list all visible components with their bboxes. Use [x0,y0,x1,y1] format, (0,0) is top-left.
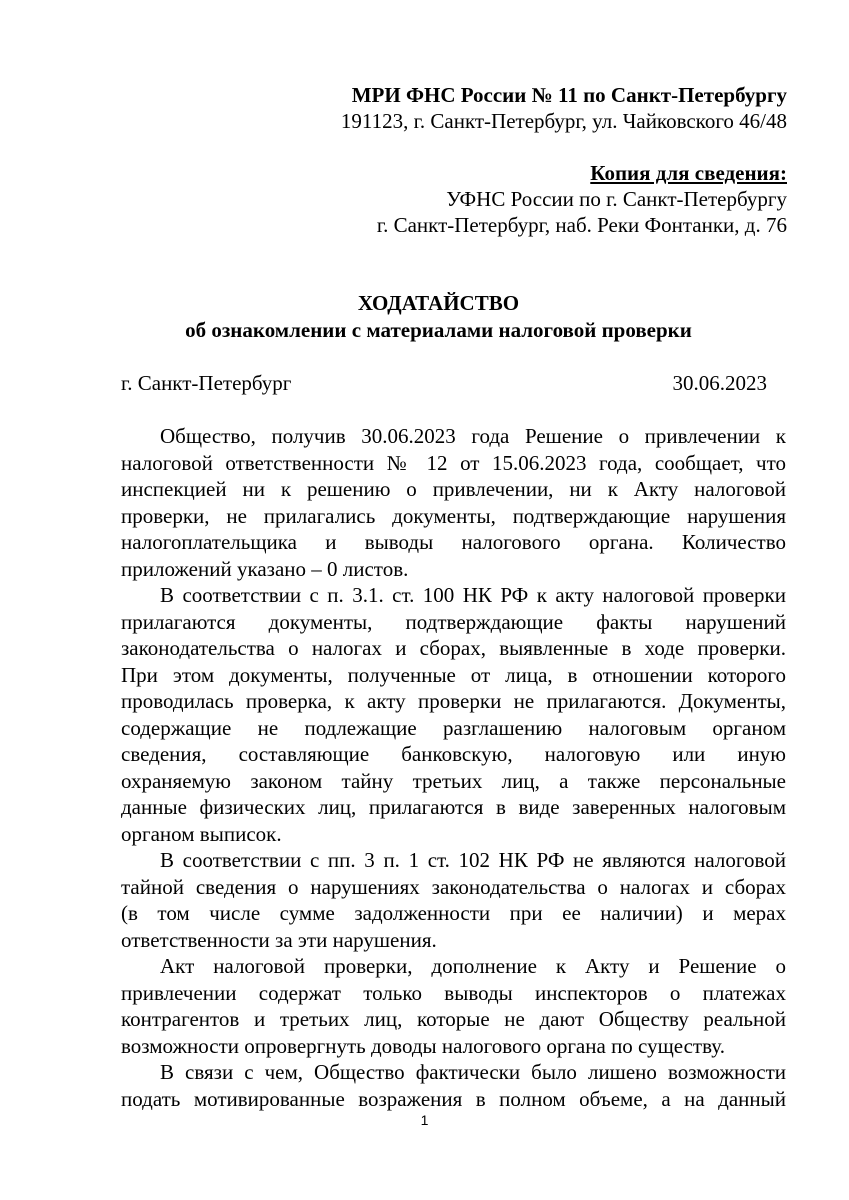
copy-recipient-name: УФНС России по г. Санкт-Петербургу [446,187,787,211]
copy-recipient-address: г. Санкт-Петербург, наб. Реки Фонтанки, д. 76 [376,213,787,237]
paragraph-5-line-1: В связи с чем, Общество фактически было лишено возможности [160,1060,786,1084]
document-date: 30.06.2023 [672,371,767,395]
paragraph-2-line-2: прилагаются документы, подтверждающие факты нарушений [121,609,786,634]
paragraph-4-line-3: контрагентов и третьих лиц, которые не дают Обществу реальной [121,1007,786,1031]
paragraph-4-line-4: возможности опровергнуть доводы налогового органа по существу. [121,1033,725,1058]
document-subtitle: об ознакомлении с материалами налоговой проверки [185,318,692,342]
paragraph-2-line-7: сведения, составляющие банковскую, налоговую или иную [121,742,786,766]
paragraph-3-line-4: ответственности за эти нарушения. [121,927,437,952]
paragraph-2-line-6: содержащие не подлежащие разглашению налоговым органом [121,715,786,740]
copy-heading: Копия для сведения: [590,161,787,185]
page-number: 1 [420,1112,429,1128]
paragraph-1-line-4: проверки, не прилагались документы, подтверждающие нарушения [121,503,786,528]
paragraph-4-line-1: Акт налоговой проверки, дополнение к Акту и Решение о [160,954,786,978]
paragraph-3-line-1: В соответствии с пп. 3 п. 1 ст. 102 НК РФ не являются налоговой [160,848,786,872]
paragraph-1-line-1: Общество, получив 30.06.2023 года Решение о привлечении к [160,424,786,448]
recipient-name: МРИ ФНС России № 11 по Санкт-Петербургу [351,83,787,107]
paragraph-2-line-5: проводилась проверка, к акту проверки не прилагаются. Документы, [121,689,786,713]
paragraph-1-line-5: налогоплательщика и выводы налогового органа. Количество [121,530,786,554]
paragraph-3-line-2: тайной сведения о нарушениях законодательства о налогах и сборах [121,874,786,899]
paragraph-1-line-2: налоговой ответственности № 12 от 15.06.2023 года, сообщает, что [121,450,786,475]
recipient-address: 191123, г. Санкт-Петербург, ул. Чайковского 46/48 [340,109,787,133]
paragraph-2-line-8: охраняемую законом тайну третьих лиц, а также персональные [121,768,786,793]
document-title: ХОДАТАЙСТВО [357,291,520,315]
paragraph-4-line-2: привлечении содержат только выводы инспекторов о платежах [121,980,786,1005]
paragraph-2-line-9: данные физических лиц, прилагаются в виде заверенных налоговым [121,795,786,819]
paragraph-2-line-10: органом выписок. [121,821,282,846]
document-place: г. Санкт-Петербург [121,371,292,395]
paragraph-3-line-3: (в том числе сумме задолженности при ее наличии) и мерах [121,901,786,925]
paragraph-2-line-1: В соответствии с п. 3.1. ст. 100 НК РФ к акту налоговой проверки [160,583,786,607]
paragraph-2-line-3: законодательства о налогах и сборах, выявленные в ходе проверки. [121,636,786,660]
paragraph-2-line-4: При этом документы, полученные от лица, в отношении которого [121,662,786,687]
paragraph-1-line-6: приложений указано – 0 листов. [121,556,409,581]
paragraph-1-line-3: инспекцией ни к решению о привлечении, ни к Акту налоговой [121,477,786,501]
paragraph-5-line-2: подать мотивированные возражения в полном объеме, а на данный [121,1086,786,1111]
